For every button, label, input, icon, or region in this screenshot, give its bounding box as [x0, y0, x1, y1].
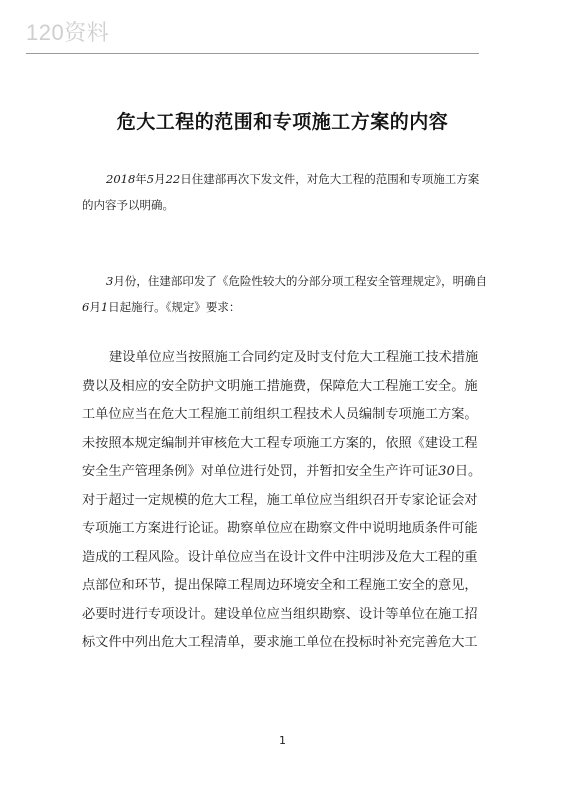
intro-text-1: 年: [135, 172, 147, 186]
intro-text-2: 月: [154, 172, 166, 186]
intro-paragraph: [82, 166, 490, 218]
notice-effective-month: 6: [82, 300, 90, 314]
intro-text-3: 日住建部再次下发文件，对危大工程的范围和专项施工方案的内容予以明确。: [82, 172, 480, 212]
header-divider: [26, 53, 479, 54]
body-paragraph: [82, 344, 490, 658]
body-days: 30: [438, 464, 455, 479]
notice-text-3: 日起施行。《规定》要求：: [108, 300, 241, 314]
intro-month: 5: [146, 172, 155, 186]
notice-effective-day: 1: [100, 300, 109, 314]
notice-paragraph: [82, 268, 490, 320]
intro-year: 2018: [106, 172, 136, 186]
document-title: 危大工程的范围和专项施工方案的内容: [116, 111, 449, 133]
watermark-logo: 120资料: [26, 20, 110, 45]
notice-text-2: 月: [89, 300, 101, 314]
notice-month: 3: [106, 274, 114, 288]
notice-text-1: 月份，住建部印发了《危险性较大的分部分项工程安全管理规定》，明确自: [113, 274, 488, 288]
intro-day: 22: [165, 172, 181, 186]
page-number: 1: [279, 734, 286, 747]
body-text-2: 日。对于超过一定规模的危大工程，施工单位应当组织召开专家论证会对专项施工方案进行论证。勘察单位应在勘察文件中说明地质条件可能造成的工程风险。设计单位应当在设计文件中注明涉及危大工程的重点部位和环节，提出保障工程周边环境安全和工程施工安全的意见，必要时进行专项设计。建设单位应当组织勘察、设计等单位在施工招标文件中列出危大工程清单，要求施工单位在投标时补充完善危大工: [82, 464, 482, 650]
body-text-1: 建设单位应当按照施工合同约定及时支付危大工程施工技术措施费以及相应的安全防护文明施工措施费，保障危大工程施工安全。施工单位应当在危大工程施工前组织工程技术人员编制专项施工方案。未按照本规定编制并审核危大工程专项施工方案的，依照《建设工程安全生产管理条例》对单位进行处罚，并暂扣安全生产许可证: [82, 350, 479, 479]
